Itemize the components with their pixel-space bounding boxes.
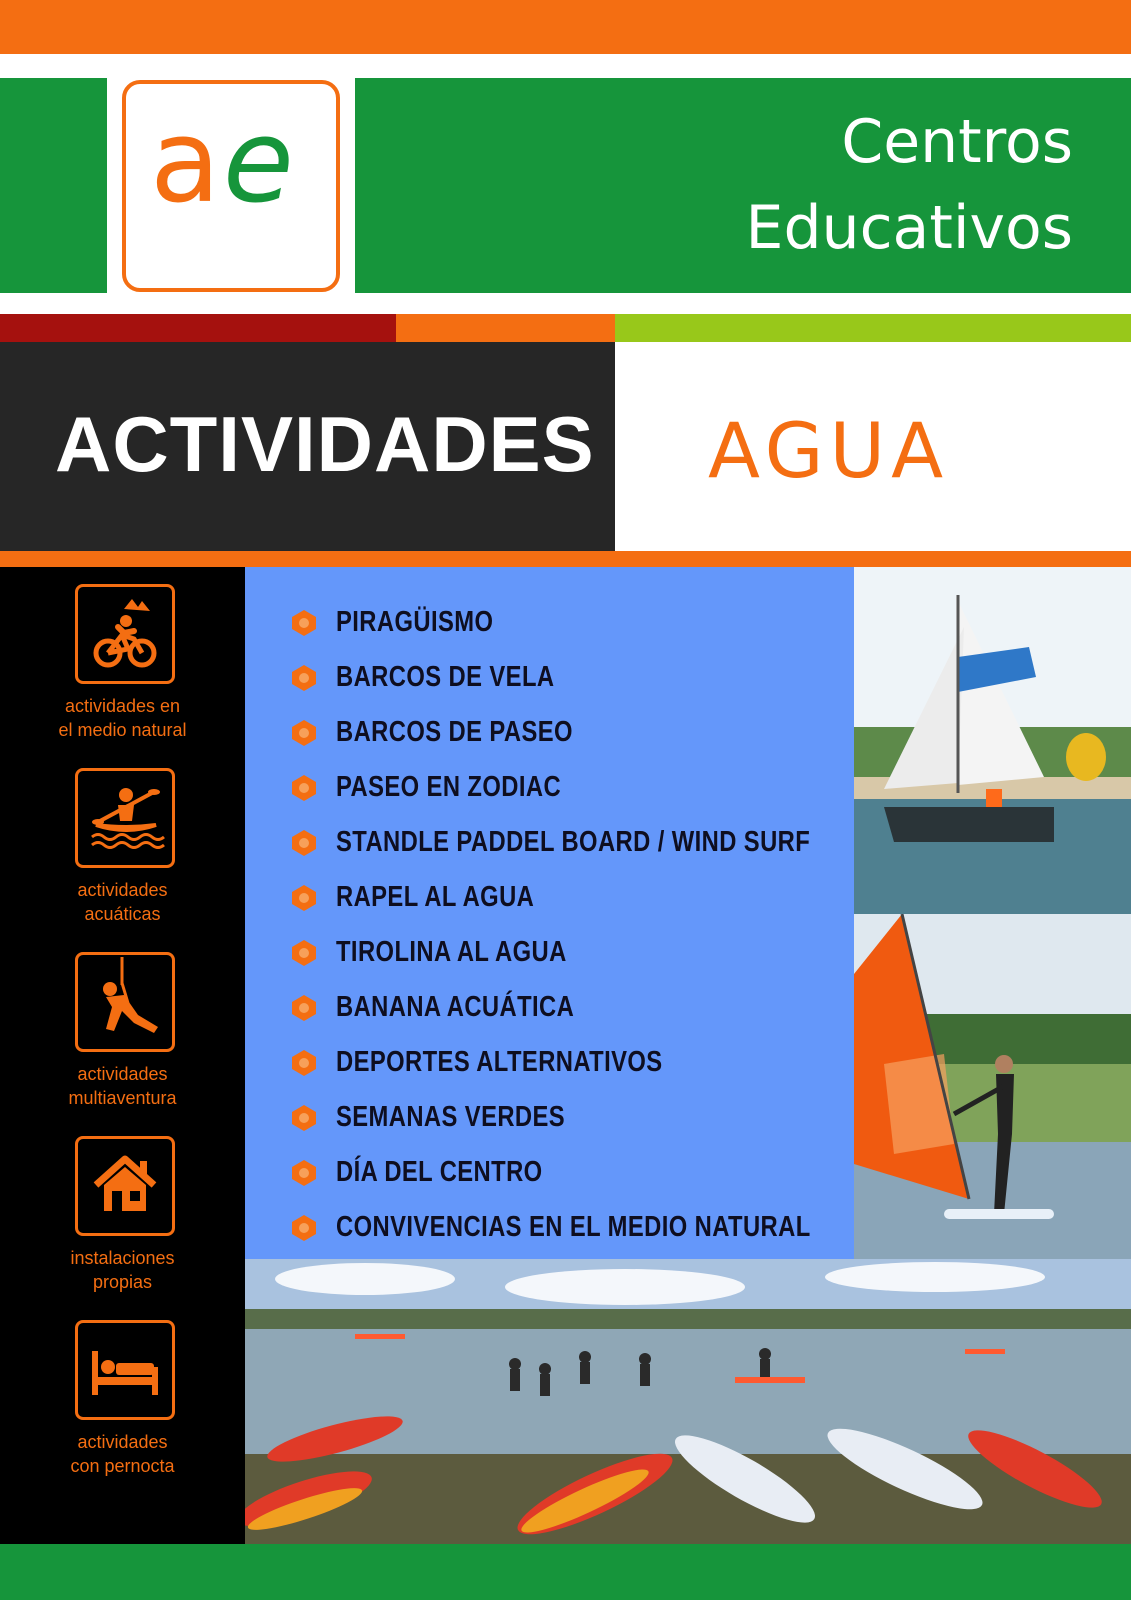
sidebar-label-line: actividades en <box>64 696 181 716</box>
hexagon-bullet-icon <box>290 1159 318 1187</box>
strip-lime <box>615 314 1131 342</box>
header-title-line1: Centros <box>841 107 1073 177</box>
bed-icon <box>75 1320 175 1420</box>
activity-label: BARCOS DE PASEO <box>336 716 573 748</box>
kayaker-icon <box>75 768 175 868</box>
activity-item <box>290 925 915 980</box>
orange-divider <box>0 551 1131 567</box>
activities-list <box>290 595 915 1255</box>
activity-item <box>290 815 915 870</box>
hexagon-bullet-icon <box>290 829 318 857</box>
logo-letter-a: a <box>150 95 217 229</box>
banner-actividades: ACTIVIDADES <box>55 400 595 488</box>
activity-label: CONVIVENCIAS EN EL MEDIO NATURAL <box>336 1211 811 1243</box>
activity-label: PASEO EN ZODIAC <box>336 771 562 803</box>
activity-label: TIROLINA AL AGUA <box>336 936 567 968</box>
sidebar-label-instalaciones <box>20 1246 225 1294</box>
sidebar-label-line: el medio natural <box>58 720 187 740</box>
hexagon-bullet-icon <box>290 664 318 692</box>
activity-label: BARCOS DE VELA <box>336 661 555 693</box>
sidebar-label-line: instalaciones <box>70 1248 175 1268</box>
sidebar-label-acuaticas <box>20 878 225 926</box>
strip-red <box>0 314 396 342</box>
cyclist-mountain-icon <box>75 584 175 684</box>
hexagon-bullet-icon <box>290 994 318 1022</box>
hexagon-bullet-icon <box>290 1214 318 1242</box>
sidebar-label-natural <box>20 694 225 742</box>
sidebar-label-line: con pernocta <box>70 1456 175 1476</box>
bottom-green-band <box>0 1544 1131 1600</box>
activity-label: STANDLE PADDEL BOARD / WIND SURF <box>336 826 811 858</box>
sailboat-photo <box>854 567 1131 914</box>
windsurf-photo <box>854 914 1131 1259</box>
strip-orange <box>396 314 615 342</box>
activity-label: SEMANAS VERDES <box>336 1101 566 1133</box>
sidebar-label-line: multiaventura <box>68 1088 177 1108</box>
activity-label: RAPEL AL AGUA <box>336 881 535 913</box>
sidebar-label-multiaventura <box>20 1062 225 1110</box>
climber-rope-icon <box>75 952 175 1052</box>
activity-label: DÍA DEL CENTRO <box>336 1156 543 1188</box>
lake-kayaks-photo <box>245 1259 1131 1544</box>
hexagon-bullet-icon <box>290 884 318 912</box>
activity-item <box>290 1090 915 1145</box>
logo-letter-e: e <box>223 95 294 229</box>
hexagon-bullet-icon <box>290 939 318 967</box>
hexagon-bullet-icon <box>290 1049 318 1077</box>
header-title-line2: Educativos <box>745 193 1073 263</box>
activity-label: BANANA ACUÁTICA <box>336 991 575 1023</box>
activity-item <box>290 650 915 705</box>
activity-item <box>290 760 915 815</box>
house-icon <box>75 1136 175 1236</box>
activity-item <box>290 705 915 760</box>
sidebar-label-line: actividades <box>77 1432 168 1452</box>
activity-label: PIRAGÜISMO <box>336 606 494 638</box>
hexagon-bullet-icon <box>290 774 318 802</box>
sidebar-label-line: actividades <box>77 880 168 900</box>
activity-item <box>290 980 915 1035</box>
sidebar-label-pernocta <box>20 1430 225 1478</box>
hexagon-bullet-icon <box>290 719 318 747</box>
hexagon-bullet-icon <box>290 609 318 637</box>
hexagon-bullet-icon <box>290 1104 318 1132</box>
banner-agua: AGUA <box>708 406 950 495</box>
activity-item <box>290 1200 915 1255</box>
sidebar-label-line: actividades <box>77 1064 168 1084</box>
top-orange-band <box>0 0 1131 54</box>
activity-item <box>290 595 915 650</box>
activity-item <box>290 870 915 925</box>
sidebar-label-line: propias <box>92 1272 153 1292</box>
activity-item <box>290 1145 915 1200</box>
activity-item <box>290 1035 915 1090</box>
activity-label: DEPORTES ALTERNATIVOS <box>336 1046 663 1078</box>
sidebar-label-line: acuáticas <box>84 904 161 924</box>
